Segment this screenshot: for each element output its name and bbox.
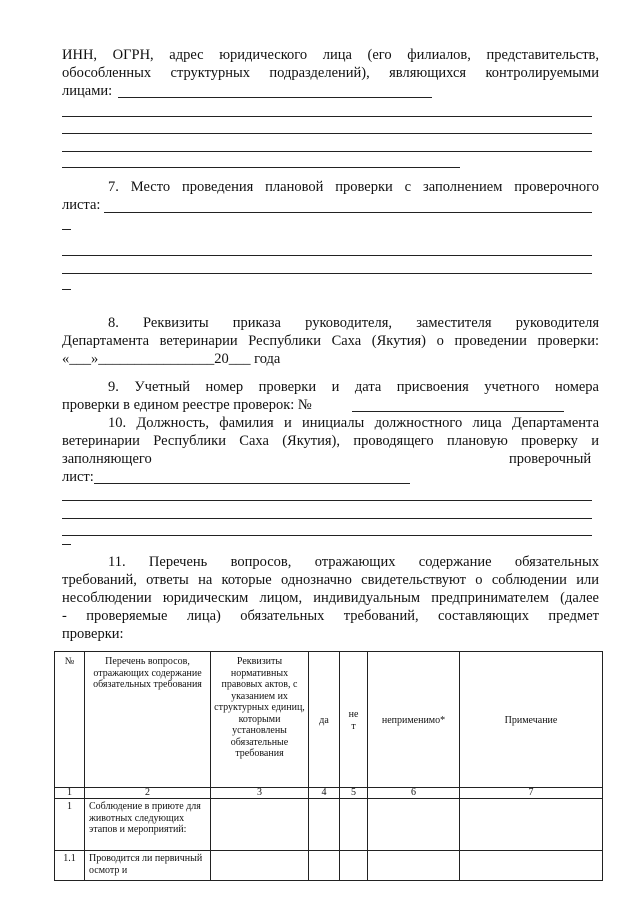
row-na-cell[interactable] bbox=[368, 799, 460, 851]
col-number: 2 bbox=[85, 788, 211, 799]
inn-line-1: ИНН, ОГРН, адрес юридического лица (его филиалов, представительств, bbox=[62, 47, 599, 63]
fill-line bbox=[62, 500, 592, 501]
inn-line-2: обособленных структурных подразделений), являющихся контролируемыми bbox=[62, 65, 599, 81]
row-yes-cell[interactable] bbox=[309, 799, 340, 851]
header-questions: Перечень вопросов, отражающих содержание обязательных требования bbox=[85, 652, 211, 788]
row-requisites-cell[interactable] bbox=[211, 851, 309, 881]
row-no-cell[interactable] bbox=[340, 851, 368, 881]
header-no bbox=[340, 652, 368, 788]
row-na-cell[interactable] bbox=[368, 851, 460, 881]
table-row bbox=[55, 851, 603, 881]
row-num: 1.1 bbox=[55, 851, 85, 881]
header-yes: да bbox=[309, 652, 340, 788]
row-note-cell[interactable] bbox=[460, 799, 603, 851]
row-requisites-cell[interactable] bbox=[211, 799, 309, 851]
p11-line-4: - проверяемые лица) обязательных требований, составляющих предмет bbox=[62, 608, 599, 624]
checklist-table bbox=[54, 651, 603, 881]
inn-line-3: лицами: bbox=[62, 83, 113, 99]
header-requisites: Реквизиты нормативных правовых актов, с указанием их структурных единиц, которыми установлены обязательные требования bbox=[211, 652, 309, 788]
fill-line bbox=[62, 116, 592, 117]
table-row bbox=[55, 799, 603, 851]
fill-line bbox=[62, 535, 592, 536]
p9-line-1: 9. Учетный номер проверки и дата присвоения учетного номера bbox=[108, 379, 599, 395]
fill-line bbox=[62, 151, 592, 152]
row-question: Соблюдение в приюте для животных следующих этапов и мероприятий: bbox=[85, 799, 211, 851]
p11-line-3: несоблюдении юридическим лицом, индивидуальным предпринимателем (далее bbox=[62, 590, 599, 606]
table-header-row bbox=[55, 652, 603, 788]
p8-line-1: 8. Реквизиты приказа руководителя, заместителя руководителя bbox=[108, 315, 599, 331]
p7-line-2: листа: bbox=[62, 197, 101, 213]
fill-line bbox=[62, 133, 592, 134]
fill-line bbox=[62, 255, 592, 256]
row-note-cell[interactable] bbox=[460, 851, 603, 881]
header-not-applicable: неприменимо* bbox=[368, 652, 460, 788]
p11-line-2: требований, ответы на которые однозначно свидетельствуют о соблюдении или bbox=[62, 572, 599, 588]
fill-line bbox=[62, 518, 592, 519]
p11-line-5: проверки: bbox=[62, 626, 124, 642]
fill-line-short bbox=[62, 544, 71, 545]
p10-line-2: ветеринарии Республики Саха (Якутия), проводящего плановую проверку и bbox=[62, 433, 599, 449]
col-number: 1 bbox=[55, 788, 85, 799]
p8-line-2: Департамента ветеринарии Республики Саха (Якутия) о проведении проверки: bbox=[62, 333, 599, 349]
header-no-part-1: не bbox=[348, 709, 359, 720]
fill-line-short bbox=[62, 289, 71, 290]
p10-line-3a: заполняющего bbox=[62, 451, 152, 467]
header-num: № bbox=[55, 652, 85, 788]
p7-line-1: 7. Место проведения плановой проверки с заполнением проверочного bbox=[108, 179, 599, 195]
row-yes-cell[interactable] bbox=[309, 851, 340, 881]
p8-date-line: «___»________________20___ года bbox=[62, 351, 281, 367]
fill-line-short bbox=[62, 229, 71, 230]
fill-line bbox=[62, 167, 460, 168]
col-number: 7 bbox=[460, 788, 603, 799]
fill-line bbox=[62, 273, 592, 274]
fill-line bbox=[352, 411, 564, 412]
col-number: 5 bbox=[340, 788, 368, 799]
p11-line-1: 11. Перечень вопросов, отражающих содержание обязательных bbox=[108, 554, 599, 570]
row-no-cell[interactable] bbox=[340, 799, 368, 851]
p9-line-2: проверки в едином реестре проверок: № bbox=[62, 397, 312, 413]
p10-line-4: лист: bbox=[62, 469, 94, 485]
row-question: Проводится ли первичный осмотр и bbox=[85, 851, 211, 881]
p10-line-3b: проверочный bbox=[509, 451, 592, 467]
header-note: Примечание bbox=[460, 652, 603, 788]
column-numbers-row bbox=[55, 788, 603, 799]
col-number: 4 bbox=[309, 788, 340, 799]
fill-line bbox=[118, 97, 432, 98]
fill-line bbox=[94, 483, 410, 484]
fill-line bbox=[104, 212, 592, 213]
col-number: 6 bbox=[368, 788, 460, 799]
header-no-part-2: т bbox=[351, 720, 356, 732]
p10-line-1: 10. Должность, фамилия и инициалы должностного лица Департамента bbox=[108, 415, 599, 431]
col-number: 3 bbox=[211, 788, 309, 799]
row-num: 1 bbox=[55, 799, 85, 851]
